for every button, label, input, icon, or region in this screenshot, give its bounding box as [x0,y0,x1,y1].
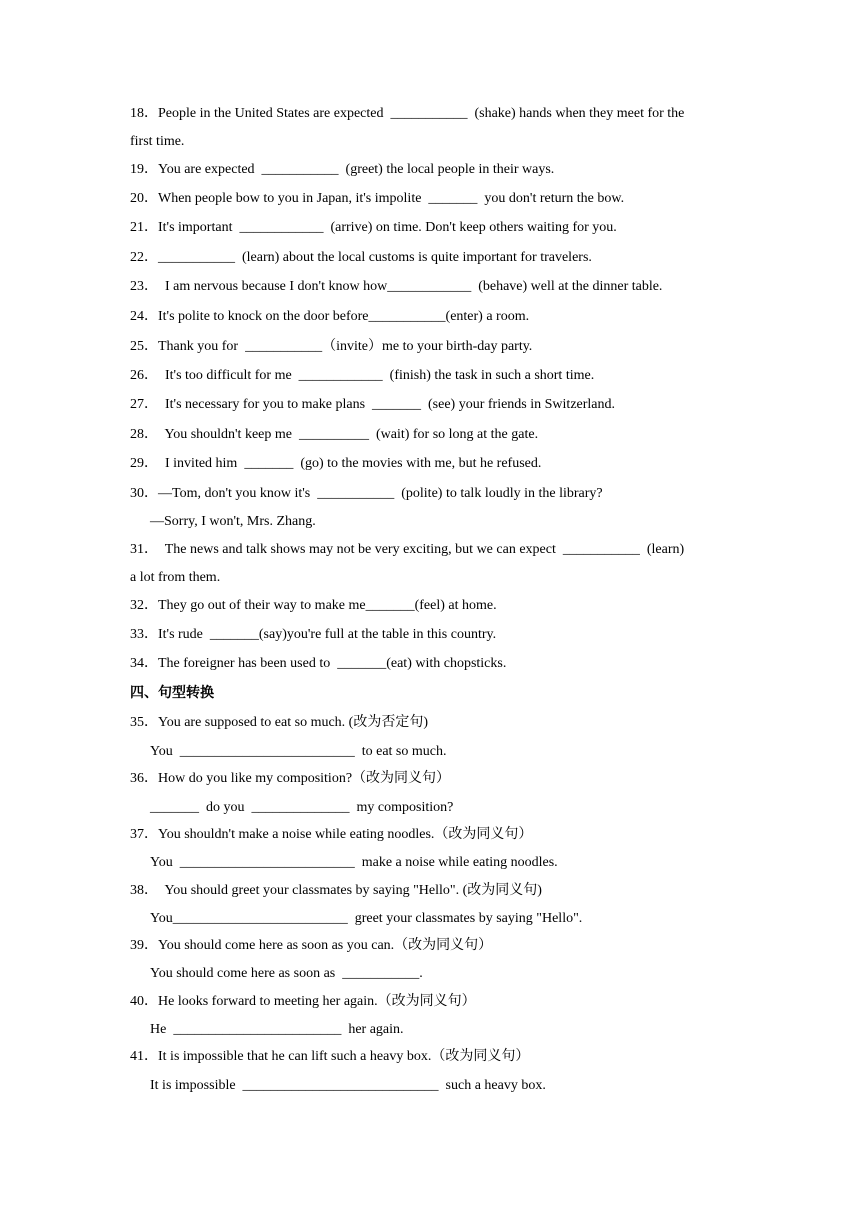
question-39-answer: You should come here as soon as ___________. [150,966,423,981]
question-38-answer: You_________________________ greet your classmates by saying "Hello". [150,911,583,926]
question-25: 25．Thank you for ___________（invite）me to your birth-day party. [130,339,533,354]
question-19: 19．You are expected ___________ (greet) the local people in their ways. [130,162,555,177]
question-41-answer: It is impossible ____________________________ such a heavy box. [150,1078,546,1093]
question-40: 40．He looks forward to meeting her again.（改为同义句） [130,994,476,1009]
question-34: 34．The foreigner has been used to _______(eat) with chopsticks. [130,656,507,671]
question-38: 38． You should greet your classmates by saying "Hello". (改为同义句) [130,883,542,898]
question-40-answer: He ________________________ her again. [150,1022,404,1037]
question-36-answer: _______ do you ______________ my composition? [150,800,454,815]
question-31-continued: a lot from them. [130,570,221,585]
question-35-answer: You _________________________ to eat so much. [150,744,447,759]
question-18: 18．People in the United States are expected ___________ (shake) hands when they meet for the [130,106,685,121]
question-20: 20．When people bow to you in Japan, it's impolite _______ you don't return the bow. [130,191,625,206]
question-30-reply: —Sorry, I won't, Mrs. Zhang. [150,514,316,529]
question-37-answer: You _________________________ make a noise while eating noodles. [150,855,558,870]
question-28: 28． You shouldn't keep me __________ (wait) for so long at the gate. [130,427,539,442]
question-27: 27． It's necessary for you to make plans _______ (see) your friends in Switzerland. [130,397,616,412]
question-23: 23． I am nervous because I don't know how____________ (behave) well at the dinner table. [130,279,663,294]
question-35: 35．You are supposed to eat so much. (改为否定句) [130,715,428,730]
question-29: 29． I invited him _______ (go) to the movies with me, but he refused. [130,456,542,471]
question-39: 39．You should come here as soon as you can.（改为同义句） [130,938,493,953]
question-18-continued: first time. [130,134,185,149]
question-37: 37．You shouldn't make a noise while eating noodles.（改为同义句） [130,827,533,842]
question-21: 21．It's important ____________ (arrive) on time. Don't keep others waiting for you. [130,220,617,235]
question-36: 36．How do you like my composition?（改为同义句） [130,771,451,786]
question-31: 31． The news and talk shows may not be very exciting, but we can expect ___________ (learn) [130,542,685,557]
section-heading: 四、句型转换 [130,685,214,701]
question-26: 26． It's too difficult for me ____________ (finish) the task in such a short time. [130,368,595,383]
question-33: 33．It's rude _______(say)you're full at the table in this country. [130,627,497,642]
question-24: 24．It's polite to knock on the door before___________(enter) a room. [130,309,530,324]
question-41: 41．It is impossible that he can lift such a heavy box.（改为同义句） [130,1049,530,1064]
question-30: 30．—Tom, don't you know it's ___________ (polite) to talk loudly in the library? [130,486,603,501]
question-22: 22．___________ (learn) about the local customs is quite important for travelers. [130,250,592,265]
question-32: 32．They go out of their way to make me_______(feel) at home. [130,598,497,613]
